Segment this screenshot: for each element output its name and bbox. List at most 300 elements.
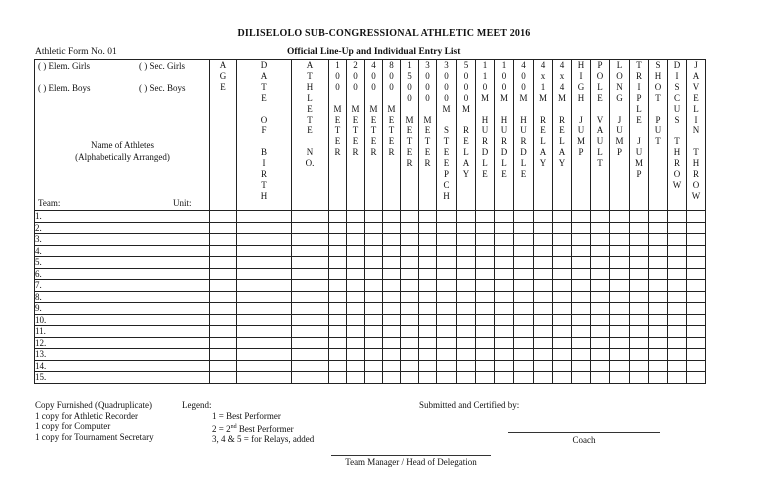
entry-cell-200m[interactable] (347, 234, 365, 246)
entry-cell-400m[interactable] (365, 314, 383, 326)
entry-cell-5000m-relay[interactable] (457, 337, 476, 349)
entry-cell-100m-hurdle[interactable] (476, 349, 495, 361)
entry-cell-100m[interactable] (329, 245, 347, 257)
entry-cell-shot-put[interactable] (649, 280, 668, 292)
athlete-name-cell[interactable]: 15. (35, 372, 210, 384)
entry-cell-400m[interactable] (365, 349, 383, 361)
entry-cell-high-jump[interactable] (572, 245, 591, 257)
athlete-name-cell[interactable]: 9. (35, 303, 210, 315)
entry-cell-4x4m-relay[interactable] (553, 211, 572, 223)
entry-cell-200m[interactable] (347, 245, 365, 257)
entry-cell-triple-jump[interactable] (630, 349, 649, 361)
entry-cell-discus-throw[interactable] (668, 291, 687, 303)
entry-cell-pole-vault[interactable] (591, 360, 610, 372)
entry-cell-400m-hurdle[interactable] (495, 268, 514, 280)
entry-cell-400m-hurdle[interactable] (495, 337, 514, 349)
entry-cell-shot-put[interactable] (649, 303, 668, 315)
entry-cell-discus-throw[interactable] (668, 268, 687, 280)
entry-cell-200m[interactable] (347, 349, 365, 361)
entry-cell-3000m-steeplechase[interactable] (437, 245, 457, 257)
entry-cell-4x100m-relay[interactable] (514, 268, 534, 280)
entry-cell-3000m-steeplechase[interactable] (437, 314, 457, 326)
entry-cell-100m[interactable] (329, 337, 347, 349)
entry-cell-triple-jump[interactable] (630, 268, 649, 280)
entry-cell-date-of-birth[interactable] (237, 257, 292, 269)
entry-cell-athlete-no[interactable] (292, 337, 329, 349)
entry-cell-1500m[interactable] (401, 245, 419, 257)
entry-cell-athlete-no[interactable] (292, 268, 329, 280)
entry-cell-date-of-birth[interactable] (237, 268, 292, 280)
entry-cell-athlete-no[interactable] (292, 211, 329, 223)
entry-cell-pole-vault[interactable] (591, 234, 610, 246)
entry-cell-400m[interactable] (365, 234, 383, 246)
entry-cell-200m[interactable] (347, 360, 365, 372)
entry-cell-4x4m-relay[interactable] (553, 349, 572, 361)
entry-cell-3000m[interactable] (419, 337, 437, 349)
entry-cell-1500m[interactable] (401, 280, 419, 292)
entry-cell-4x4m-relay[interactable] (553, 257, 572, 269)
entry-cell-100m-hurdle[interactable] (476, 257, 495, 269)
entry-cell-5000m-relay[interactable] (457, 268, 476, 280)
entry-cell-400m-hurdle[interactable] (495, 360, 514, 372)
entry-cell-200m[interactable] (347, 326, 365, 338)
checkbox-sec-boys[interactable]: ( ) Sec. Boys (139, 83, 186, 93)
entry-cell-400m[interactable] (365, 360, 383, 372)
entry-cell-3000m[interactable] (419, 280, 437, 292)
entry-cell-high-jump[interactable] (572, 349, 591, 361)
entry-cell-400m-hurdle[interactable] (495, 234, 514, 246)
entry-cell-400m[interactable] (365, 211, 383, 223)
entry-cell-100m-hurdle[interactable] (476, 280, 495, 292)
entry-cell-javelin-throw[interactable] (687, 360, 706, 372)
athlete-name-cell[interactable]: 5. (35, 257, 210, 269)
entry-cell-javelin-throw[interactable] (687, 349, 706, 361)
entry-cell-pole-vault[interactable] (591, 372, 610, 384)
entry-cell-5000m-relay[interactable] (457, 349, 476, 361)
athlete-name-cell[interactable]: 3. (35, 234, 210, 246)
entry-cell-3000m[interactable] (419, 360, 437, 372)
entry-cell-3000m[interactable] (419, 268, 437, 280)
athlete-name-cell[interactable]: 7. (35, 280, 210, 292)
entry-cell-4x4m-relay[interactable] (553, 337, 572, 349)
entry-cell-triple-jump[interactable] (630, 245, 649, 257)
entry-cell-1500m[interactable] (401, 372, 419, 384)
entry-cell-4x400m-relay[interactable] (534, 349, 553, 361)
entry-cell-200m[interactable] (347, 222, 365, 234)
entry-cell-400m-hurdle[interactable] (495, 303, 514, 315)
entry-cell-4x100m-relay[interactable] (514, 211, 534, 223)
entry-cell-200m[interactable] (347, 303, 365, 315)
entry-cell-100m[interactable] (329, 291, 347, 303)
entry-cell-long-jump[interactable] (610, 280, 630, 292)
athlete-name-cell[interactable]: 11. (35, 326, 210, 338)
entry-cell-800m[interactable] (383, 245, 401, 257)
entry-cell-1500m[interactable] (401, 349, 419, 361)
entry-cell-800m[interactable] (383, 360, 401, 372)
entry-cell-800m[interactable] (383, 257, 401, 269)
entry-cell-long-jump[interactable] (610, 360, 630, 372)
entry-cell-5000m-relay[interactable] (457, 291, 476, 303)
entry-cell-discus-throw[interactable] (668, 234, 687, 246)
entry-cell-400m-hurdle[interactable] (495, 211, 514, 223)
entry-cell-triple-jump[interactable] (630, 291, 649, 303)
entry-cell-triple-jump[interactable] (630, 257, 649, 269)
entry-cell-date-of-birth[interactable] (237, 280, 292, 292)
entry-cell-athlete-no[interactable] (292, 257, 329, 269)
checkbox-sec-girls[interactable]: ( ) Sec. Girls (139, 61, 185, 71)
entry-cell-discus-throw[interactable] (668, 314, 687, 326)
entry-cell-4x400m-relay[interactable] (534, 303, 553, 315)
entry-cell-4x400m-relay[interactable] (534, 314, 553, 326)
entry-cell-high-jump[interactable] (572, 337, 591, 349)
entry-cell-pole-vault[interactable] (591, 303, 610, 315)
entry-cell-athlete-no[interactable] (292, 372, 329, 384)
entry-cell-100m-hurdle[interactable] (476, 211, 495, 223)
entry-cell-shot-put[interactable] (649, 245, 668, 257)
entry-cell-4x100m-relay[interactable] (514, 326, 534, 338)
entry-cell-long-jump[interactable] (610, 326, 630, 338)
entry-cell-triple-jump[interactable] (630, 211, 649, 223)
entry-cell-100m-hurdle[interactable] (476, 245, 495, 257)
entry-cell-3000m-steeplechase[interactable] (437, 337, 457, 349)
entry-cell-100m-hurdle[interactable] (476, 303, 495, 315)
entry-cell-age[interactable] (210, 268, 237, 280)
entry-cell-5000m-relay[interactable] (457, 326, 476, 338)
entry-cell-triple-jump[interactable] (630, 303, 649, 315)
entry-cell-100m-hurdle[interactable] (476, 326, 495, 338)
entry-cell-800m[interactable] (383, 337, 401, 349)
entry-cell-3000m-steeplechase[interactable] (437, 303, 457, 315)
entry-cell-4x400m-relay[interactable] (534, 337, 553, 349)
entry-cell-long-jump[interactable] (610, 337, 630, 349)
entry-cell-5000m-relay[interactable] (457, 211, 476, 223)
entry-cell-long-jump[interactable] (610, 257, 630, 269)
entry-cell-triple-jump[interactable] (630, 222, 649, 234)
entry-cell-pole-vault[interactable] (591, 280, 610, 292)
entry-cell-800m[interactable] (383, 314, 401, 326)
entry-cell-4x100m-relay[interactable] (514, 360, 534, 372)
entry-cell-400m[interactable] (365, 337, 383, 349)
entry-cell-age[interactable] (210, 326, 237, 338)
entry-cell-discus-throw[interactable] (668, 303, 687, 315)
entry-cell-javelin-throw[interactable] (687, 245, 706, 257)
entry-cell-3000m[interactable] (419, 257, 437, 269)
entry-cell-3000m-steeplechase[interactable] (437, 257, 457, 269)
entry-cell-3000m-steeplechase[interactable] (437, 211, 457, 223)
entry-cell-400m-hurdle[interactable] (495, 245, 514, 257)
entry-cell-200m[interactable] (347, 291, 365, 303)
entry-cell-javelin-throw[interactable] (687, 211, 706, 223)
entry-cell-discus-throw[interactable] (668, 211, 687, 223)
entry-cell-800m[interactable] (383, 222, 401, 234)
athlete-name-cell[interactable]: 1. (35, 211, 210, 223)
entry-cell-4x400m-relay[interactable] (534, 211, 553, 223)
entry-cell-100m[interactable] (329, 280, 347, 292)
entry-cell-4x100m-relay[interactable] (514, 349, 534, 361)
entry-cell-3000m-steeplechase[interactable] (437, 280, 457, 292)
entry-cell-shot-put[interactable] (649, 337, 668, 349)
entry-cell-athlete-no[interactable] (292, 360, 329, 372)
entry-cell-100m-hurdle[interactable] (476, 234, 495, 246)
athlete-name-cell[interactable]: 13. (35, 349, 210, 361)
entry-cell-javelin-throw[interactable] (687, 222, 706, 234)
entry-cell-5000m-relay[interactable] (457, 257, 476, 269)
entry-cell-800m[interactable] (383, 291, 401, 303)
entry-cell-triple-jump[interactable] (630, 372, 649, 384)
entry-cell-javelin-throw[interactable] (687, 372, 706, 384)
entry-cell-date-of-birth[interactable] (237, 372, 292, 384)
entry-cell-long-jump[interactable] (610, 234, 630, 246)
entry-cell-pole-vault[interactable] (591, 268, 610, 280)
entry-cell-4x4m-relay[interactable] (553, 372, 572, 384)
entry-cell-3000m-steeplechase[interactable] (437, 349, 457, 361)
entry-cell-4x400m-relay[interactable] (534, 245, 553, 257)
entry-cell-high-jump[interactable] (572, 222, 591, 234)
entry-cell-5000m-relay[interactable] (457, 280, 476, 292)
entry-cell-discus-throw[interactable] (668, 372, 687, 384)
entry-cell-1500m[interactable] (401, 314, 419, 326)
entry-cell-4x100m-relay[interactable] (514, 245, 534, 257)
entry-cell-400m[interactable] (365, 303, 383, 315)
entry-cell-discus-throw[interactable] (668, 337, 687, 349)
entry-cell-100m-hurdle[interactable] (476, 314, 495, 326)
entry-cell-3000m-steeplechase[interactable] (437, 222, 457, 234)
entry-cell-date-of-birth[interactable] (237, 303, 292, 315)
entry-cell-200m[interactable] (347, 268, 365, 280)
entry-cell-5000m-relay[interactable] (457, 360, 476, 372)
entry-cell-100m[interactable] (329, 268, 347, 280)
entry-cell-400m-hurdle[interactable] (495, 257, 514, 269)
entry-cell-4x100m-relay[interactable] (514, 291, 534, 303)
entry-cell-4x100m-relay[interactable] (514, 372, 534, 384)
entry-cell-javelin-throw[interactable] (687, 268, 706, 280)
entry-cell-1500m[interactable] (401, 268, 419, 280)
entry-cell-age[interactable] (210, 222, 237, 234)
entry-cell-age[interactable] (210, 349, 237, 361)
entry-cell-shot-put[interactable] (649, 349, 668, 361)
entry-cell-4x400m-relay[interactable] (534, 372, 553, 384)
entry-cell-1500m[interactable] (401, 222, 419, 234)
entry-cell-age[interactable] (210, 234, 237, 246)
entry-cell-3000m[interactable] (419, 349, 437, 361)
entry-cell-javelin-throw[interactable] (687, 314, 706, 326)
entry-cell-high-jump[interactable] (572, 303, 591, 315)
entry-cell-triple-jump[interactable] (630, 360, 649, 372)
entry-cell-discus-throw[interactable] (668, 349, 687, 361)
entry-cell-1500m[interactable] (401, 326, 419, 338)
entry-cell-athlete-no[interactable] (292, 280, 329, 292)
entry-cell-date-of-birth[interactable] (237, 326, 292, 338)
entry-cell-4x100m-relay[interactable] (514, 257, 534, 269)
entry-cell-shot-put[interactable] (649, 372, 668, 384)
entry-cell-4x100m-relay[interactable] (514, 222, 534, 234)
entry-cell-long-jump[interactable] (610, 314, 630, 326)
entry-cell-100m-hurdle[interactable] (476, 222, 495, 234)
entry-cell-athlete-no[interactable] (292, 326, 329, 338)
entry-cell-3000m-steeplechase[interactable] (437, 360, 457, 372)
entry-cell-400m-hurdle[interactable] (495, 291, 514, 303)
entry-cell-high-jump[interactable] (572, 314, 591, 326)
entry-cell-shot-put[interactable] (649, 222, 668, 234)
entry-cell-triple-jump[interactable] (630, 234, 649, 246)
entry-cell-4x4m-relay[interactable] (553, 280, 572, 292)
entry-cell-100m-hurdle[interactable] (476, 291, 495, 303)
entry-cell-5000m-relay[interactable] (457, 303, 476, 315)
entry-cell-100m[interactable] (329, 349, 347, 361)
entry-cell-athlete-no[interactable] (292, 303, 329, 315)
entry-cell-4x4m-relay[interactable] (553, 268, 572, 280)
entry-cell-4x4m-relay[interactable] (553, 222, 572, 234)
entry-cell-3000m[interactable] (419, 222, 437, 234)
entry-cell-long-jump[interactable] (610, 245, 630, 257)
entry-cell-4x4m-relay[interactable] (553, 360, 572, 372)
entry-cell-800m[interactable] (383, 234, 401, 246)
entry-cell-discus-throw[interactable] (668, 280, 687, 292)
entry-cell-4x400m-relay[interactable] (534, 360, 553, 372)
entry-cell-long-jump[interactable] (610, 211, 630, 223)
entry-cell-3000m[interactable] (419, 314, 437, 326)
entry-cell-pole-vault[interactable] (591, 326, 610, 338)
entry-cell-javelin-throw[interactable] (687, 280, 706, 292)
entry-cell-long-jump[interactable] (610, 222, 630, 234)
entry-cell-400m[interactable] (365, 280, 383, 292)
entry-cell-long-jump[interactable] (610, 349, 630, 361)
entry-cell-high-jump[interactable] (572, 326, 591, 338)
entry-cell-pole-vault[interactable] (591, 211, 610, 223)
entry-cell-100m[interactable] (329, 257, 347, 269)
entry-cell-400m[interactable] (365, 372, 383, 384)
athlete-name-cell[interactable]: 4. (35, 245, 210, 257)
entry-cell-200m[interactable] (347, 314, 365, 326)
entry-cell-triple-jump[interactable] (630, 314, 649, 326)
entry-cell-high-jump[interactable] (572, 372, 591, 384)
entry-cell-shot-put[interactable] (649, 211, 668, 223)
entry-cell-triple-jump[interactable] (630, 280, 649, 292)
entry-cell-discus-throw[interactable] (668, 360, 687, 372)
entry-cell-100m[interactable] (329, 234, 347, 246)
entry-cell-1500m[interactable] (401, 303, 419, 315)
entry-cell-date-of-birth[interactable] (237, 211, 292, 223)
entry-cell-pole-vault[interactable] (591, 291, 610, 303)
entry-cell-800m[interactable] (383, 268, 401, 280)
entry-cell-4x400m-relay[interactable] (534, 291, 553, 303)
entry-cell-age[interactable] (210, 211, 237, 223)
entry-cell-shot-put[interactable] (649, 234, 668, 246)
entry-cell-4x400m-relay[interactable] (534, 268, 553, 280)
entry-cell-100m[interactable] (329, 314, 347, 326)
entry-cell-triple-jump[interactable] (630, 326, 649, 338)
entry-cell-3000m[interactable] (419, 372, 437, 384)
entry-cell-3000m[interactable] (419, 326, 437, 338)
entry-cell-shot-put[interactable] (649, 257, 668, 269)
entry-cell-200m[interactable] (347, 211, 365, 223)
entry-cell-age[interactable] (210, 280, 237, 292)
entry-cell-5000m-relay[interactable] (457, 372, 476, 384)
entry-cell-long-jump[interactable] (610, 303, 630, 315)
entry-cell-4x100m-relay[interactable] (514, 314, 534, 326)
entry-cell-pole-vault[interactable] (591, 349, 610, 361)
entry-cell-400m[interactable] (365, 222, 383, 234)
entry-cell-1500m[interactable] (401, 257, 419, 269)
athlete-name-cell[interactable]: 8. (35, 291, 210, 303)
entry-cell-400m[interactable] (365, 245, 383, 257)
entry-cell-4x100m-relay[interactable] (514, 280, 534, 292)
entry-cell-date-of-birth[interactable] (237, 337, 292, 349)
entry-cell-200m[interactable] (347, 257, 365, 269)
entry-cell-100m[interactable] (329, 211, 347, 223)
entry-cell-triple-jump[interactable] (630, 337, 649, 349)
entry-cell-4x4m-relay[interactable] (553, 291, 572, 303)
entry-cell-4x4m-relay[interactable] (553, 326, 572, 338)
entry-cell-age[interactable] (210, 303, 237, 315)
entry-cell-discus-throw[interactable] (668, 257, 687, 269)
entry-cell-high-jump[interactable] (572, 257, 591, 269)
entry-cell-date-of-birth[interactable] (237, 360, 292, 372)
entry-cell-4x100m-relay[interactable] (514, 337, 534, 349)
athlete-name-cell[interactable]: 12. (35, 337, 210, 349)
entry-cell-pole-vault[interactable] (591, 337, 610, 349)
checkbox-elem-girls[interactable]: ( ) Elem. Girls (38, 61, 90, 71)
entry-cell-800m[interactable] (383, 280, 401, 292)
athlete-name-cell[interactable]: 14. (35, 360, 210, 372)
entry-cell-5000m-relay[interactable] (457, 245, 476, 257)
entry-cell-3000m[interactable] (419, 211, 437, 223)
entry-cell-800m[interactable] (383, 349, 401, 361)
entry-cell-4x400m-relay[interactable] (534, 280, 553, 292)
entry-cell-3000m-steeplechase[interactable] (437, 326, 457, 338)
entry-cell-3000m[interactable] (419, 234, 437, 246)
entry-cell-4x4m-relay[interactable] (553, 234, 572, 246)
entry-cell-long-jump[interactable] (610, 268, 630, 280)
entry-cell-discus-throw[interactable] (668, 222, 687, 234)
entry-cell-1500m[interactable] (401, 234, 419, 246)
entry-cell-400m-hurdle[interactable] (495, 314, 514, 326)
entry-cell-date-of-birth[interactable] (237, 234, 292, 246)
entry-cell-1500m[interactable] (401, 211, 419, 223)
entry-cell-4x100m-relay[interactable] (514, 303, 534, 315)
entry-cell-3000m-steeplechase[interactable] (437, 234, 457, 246)
entry-cell-javelin-throw[interactable] (687, 234, 706, 246)
athlete-name-cell[interactable]: 2. (35, 222, 210, 234)
entry-cell-100m-hurdle[interactable] (476, 268, 495, 280)
entry-cell-athlete-no[interactable] (292, 222, 329, 234)
entry-cell-200m[interactable] (347, 372, 365, 384)
entry-cell-athlete-no[interactable] (292, 291, 329, 303)
entry-cell-high-jump[interactable] (572, 211, 591, 223)
entry-cell-javelin-throw[interactable] (687, 337, 706, 349)
entry-cell-400m-hurdle[interactable] (495, 222, 514, 234)
entry-cell-200m[interactable] (347, 280, 365, 292)
entry-cell-400m[interactable] (365, 268, 383, 280)
entry-cell-400m-hurdle[interactable] (495, 326, 514, 338)
entry-cell-pole-vault[interactable] (591, 314, 610, 326)
entry-cell-shot-put[interactable] (649, 268, 668, 280)
entry-cell-athlete-no[interactable] (292, 349, 329, 361)
entry-cell-discus-throw[interactable] (668, 326, 687, 338)
entry-cell-100m[interactable] (329, 222, 347, 234)
entry-cell-4x4m-relay[interactable] (553, 245, 572, 257)
entry-cell-date-of-birth[interactable] (237, 222, 292, 234)
entry-cell-800m[interactable] (383, 372, 401, 384)
entry-cell-5000m-relay[interactable] (457, 234, 476, 246)
entry-cell-1500m[interactable] (401, 360, 419, 372)
entry-cell-100m-hurdle[interactable] (476, 360, 495, 372)
entry-cell-pole-vault[interactable] (591, 222, 610, 234)
entry-cell-400m-hurdle[interactable] (495, 349, 514, 361)
entry-cell-high-jump[interactable] (572, 280, 591, 292)
entry-cell-100m-hurdle[interactable] (476, 337, 495, 349)
athlete-name-cell[interactable]: 10. (35, 314, 210, 326)
